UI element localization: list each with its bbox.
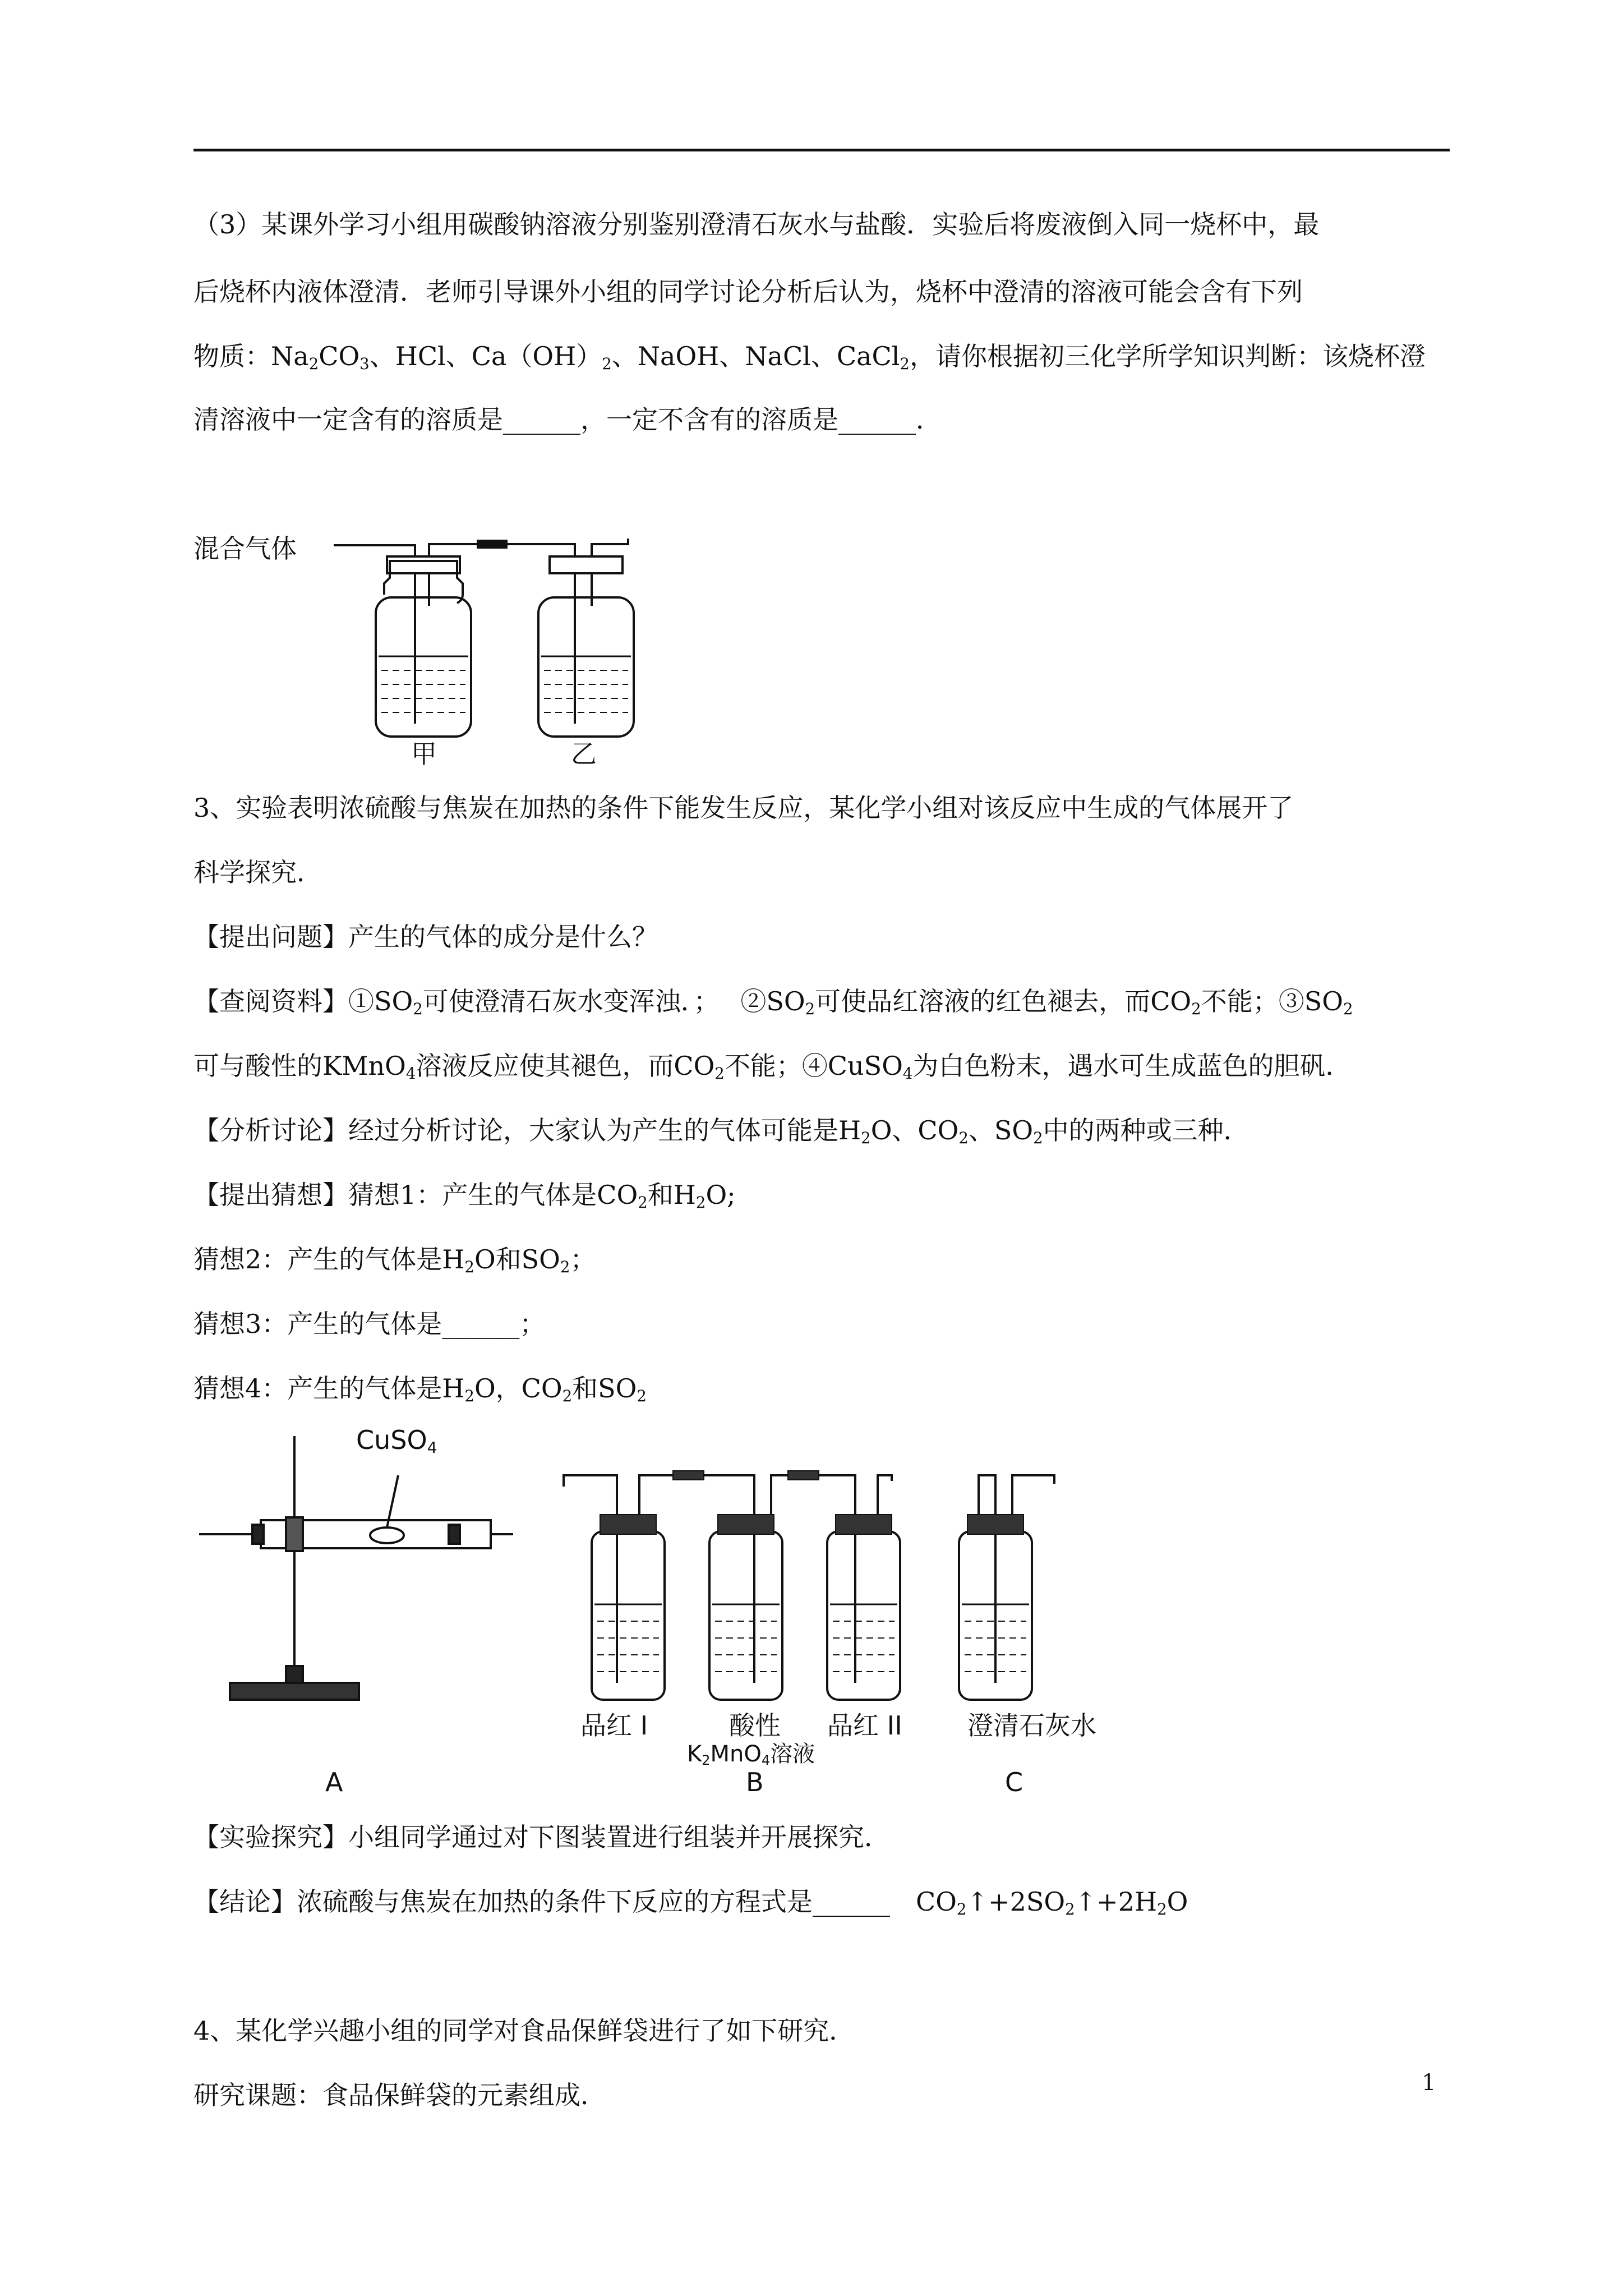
- cuso4-label: CuSO$_4$: [356, 1425, 437, 1457]
- bottle-limewater-label: 澄清石灰水: [967, 1710, 1096, 1741]
- q3-part3-line4: 清溶液中一定含有的溶质是______，一定不含有的溶质是______．: [193, 404, 942, 435]
- q3-conclusion: 【结论】浓硫酸与焦炭在加热的条件下反应的方程式是______ $CO_2↑+2SO_2↑+2H_2O$: [193, 1887, 1188, 1918]
- q3-guess1: 【提出猜想】猜想1：产生的气体是$CO_2$和$H_2O$;: [193, 1180, 736, 1212]
- q3-info-line1: 【查阅资料】$①SO_2$可使澄清石灰水变浑浊．； $②SO_2$可使品红溶液的红色褪去，而$CO_2$不能；$③SO_2$: [193, 986, 1353, 1018]
- q3-guess2: 猜想2：产生的气体是$H_2O$和$SO_2$；: [193, 1244, 596, 1276]
- apparatus-diagram: [193, 1419, 1147, 1812]
- apparatus-a-label: A: [325, 1767, 343, 1797]
- gas-washing-diagram: [193, 522, 642, 769]
- bottle-pinhong-1-label: 品红 I: [580, 1710, 648, 1741]
- q3-part3-line3: 物质：$Na_2CO_3$、HCl、$Ca(OH)_2$、NaOH、NaCl、CaCl$_2$，请你根据初三化学所学知识判断：该烧杯澄: [193, 341, 1426, 373]
- q4-intro: 4、某化学兴趣小组的同学对食品保鲜袋进行了如下研究．: [193, 2016, 855, 2046]
- bottle-jia-label: 甲: [411, 739, 437, 769]
- q3-analysis: 【分析讨论】经过分析讨论，大家认为产生的气体可能是$H_2O$、$CO_2$、$SO_2$中的两种或三种．: [193, 1115, 1249, 1147]
- apparatus-b-label: B: [746, 1767, 764, 1797]
- bottle-pinhong-2-label: 品红 II: [827, 1710, 902, 1741]
- rubber-connector: [477, 540, 508, 549]
- bottle-kmno4-label: $K_2MnO_4$溶液: [687, 1741, 815, 1768]
- q3-part3-line2: 后烧杯内液体澄清．老师引导课外小组的同学讨论分析后认为，烧杯中澄清的溶液可能会含有下列: [193, 277, 1303, 307]
- mixed-gas-label: 混合气体: [193, 533, 297, 564]
- q3-guess3: 猜想3：产生的气体是______；: [193, 1309, 546, 1339]
- q4-topic: 研究课题：食品保鲜袋的元素组成．: [193, 2080, 606, 2110]
- q3-guess4: 猜想4：产生的气体是$H_2O$，$CO_2$和$SO_2$: [193, 1373, 647, 1405]
- q3-intro-line1: 3、实验表明浓硫酸与焦炭在加热的条件下能发生反应，某化学小组对该反应中生成的气体展开了: [193, 793, 1294, 823]
- bottle-acidic-label: 酸性: [729, 1710, 781, 1741]
- apparatus-c-label: C: [1005, 1767, 1023, 1797]
- q3-intro-line2: 科学探究．: [193, 857, 322, 887]
- q3-experiment: 【实验探究】小组同学通过对下图装置进行组装并开展探究．: [193, 1822, 890, 1852]
- bottle-yi-label: 乙: [571, 739, 597, 769]
- q3-info-line2: 可与酸性的KMnO$_4$溶液反应使其褪色，而$CO_2$不能；④CuSO$_4$为白色粉末，遇水可生成蓝色的胆矾．: [193, 1051, 1352, 1083]
- q3-part3-line1: （3）某课外学习小组用碳酸钠溶液分别鉴别澄清石灰水与盐酸．实验后将废液倒入同一烧杯中，最: [193, 209, 1320, 240]
- q3-problem: 【提出问题】产生的气体的成分是什么？: [193, 922, 658, 952]
- apparatus-svg: [193, 1419, 1147, 1812]
- page-number: 1: [1422, 2070, 1436, 2096]
- header-rule: [193, 149, 1450, 151]
